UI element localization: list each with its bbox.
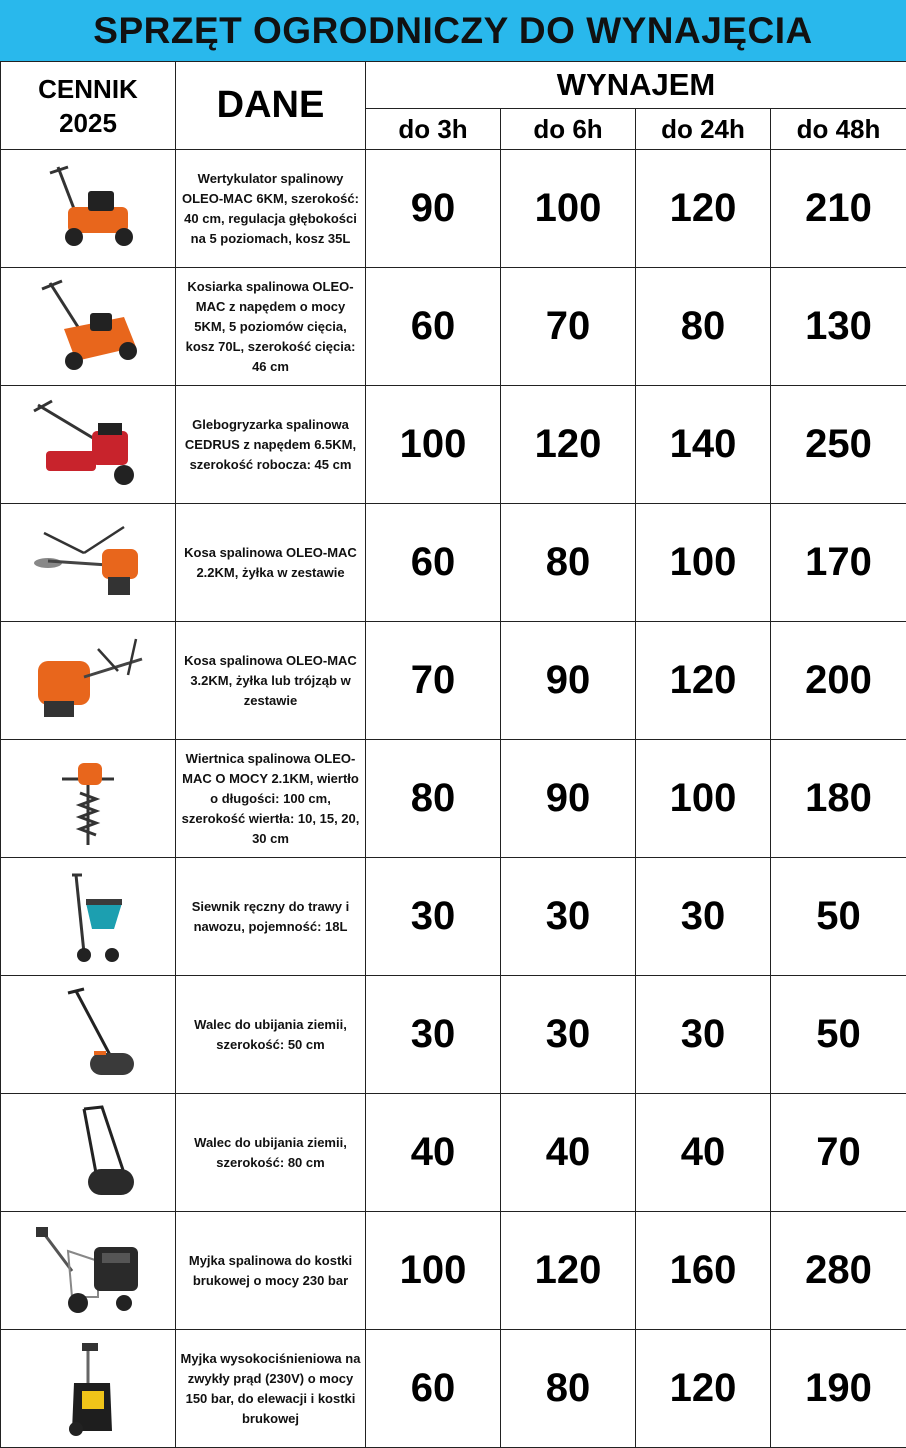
brush-cutter-large-icon <box>28 631 148 731</box>
price-6h: 80 <box>501 504 636 622</box>
lawn-roller-large-icon <box>28 1103 148 1203</box>
product-description: Walec do ubijania ziemii, szerokość: 80 cm <box>176 1094 366 1212</box>
price-6h: 40 <box>501 1094 636 1212</box>
wynajem-header: WYNAJEM <box>366 62 906 109</box>
lawn-mower-icon <box>28 277 148 377</box>
price-24h: 100 <box>636 740 771 858</box>
product-description: Glebogryzarka spalinowa CEDRUS z napędem 6.5KM, szerokość robocza: 45 cm <box>176 386 366 504</box>
product-description: Myjka wysokociśnieniowa na zwykły prąd (230V) o mocy 150 bar, do elewacji i kostki brukowej <box>176 1330 366 1448</box>
price-48h: 280 <box>771 1212 906 1330</box>
price-24h: 120 <box>636 1330 771 1448</box>
product-image-cell <box>1 740 176 858</box>
price-24h: 40 <box>636 1094 771 1212</box>
table-row <box>1 268 906 386</box>
cennik-year: 2025 <box>1 106 175 140</box>
product-description: Wertykulator spalinowy OLEO-MAC 6KM, szerokość: 40 cm, regulacja głębokości na 5 poziomach, kosz 35L <box>176 150 366 268</box>
table-row <box>1 386 906 504</box>
product-image-cell <box>1 504 176 622</box>
electric-pressure-washer-icon <box>28 1339 148 1439</box>
brush-cutter-icon <box>28 513 148 613</box>
price-48h: 180 <box>771 740 906 858</box>
product-image-cell <box>1 150 176 268</box>
table-row <box>1 150 906 268</box>
table-row <box>1 1330 906 1448</box>
product-image-cell <box>1 858 176 976</box>
price-3h: 60 <box>366 1330 501 1448</box>
price-6h: 30 <box>501 858 636 976</box>
product-description: Walec do ubijania ziemii, szerokość: 50 cm <box>176 976 366 1094</box>
price-48h: 70 <box>771 1094 906 1212</box>
price-6h: 70 <box>501 268 636 386</box>
price-3h: 60 <box>366 504 501 622</box>
product-description: Wiertnica spalinowa OLEO-MAC O MOCY 2.1KM, wiertło o długości: 100 cm, szerokość wiertła: 10, 15, 20, 30 cm <box>176 740 366 858</box>
price-6h: 90 <box>501 622 636 740</box>
table-row <box>1 1094 906 1212</box>
price-24h: 100 <box>636 504 771 622</box>
price-3h: 90 <box>366 150 501 268</box>
table-row <box>1 1212 906 1330</box>
price-table <box>0 61 906 1448</box>
price-24h: 120 <box>636 622 771 740</box>
table-row <box>1 504 906 622</box>
price-48h: 130 <box>771 268 906 386</box>
price-3h: 60 <box>366 268 501 386</box>
price-48h: 50 <box>771 976 906 1094</box>
table-row <box>1 858 906 976</box>
price-6h: 120 <box>501 1212 636 1330</box>
price-3h: 70 <box>366 622 501 740</box>
product-image-cell <box>1 976 176 1094</box>
petrol-pressure-washer-icon <box>28 1221 148 1321</box>
price-24h: 160 <box>636 1212 771 1330</box>
page-title: SPRZĘT OGRODNICZY DO WYNAJĘCIA <box>0 0 906 61</box>
cennik-label: CENNIK <box>1 72 175 106</box>
price-48h: 250 <box>771 386 906 504</box>
period-3h: do 3h <box>366 109 501 150</box>
price-3h: 100 <box>366 1212 501 1330</box>
price-6h: 90 <box>501 740 636 858</box>
product-description: Kosa spalinowa OLEO-MAC 2.2KM, żyłka w zestawie <box>176 504 366 622</box>
product-description: Siewnik ręczny do trawy i nawozu, pojemność: 18L <box>176 858 366 976</box>
price-6h: 80 <box>501 1330 636 1448</box>
scarifier-icon <box>28 159 148 259</box>
price-24h: 140 <box>636 386 771 504</box>
period-6h: do 6h <box>501 109 636 150</box>
product-description: Kosiarka spalinowa OLEO-MAC z napędem o mocy 5KM, 5 poziomów cięcia, kosz 70L, szerokość cięcia: 46 cm <box>176 268 366 386</box>
price-48h: 50 <box>771 858 906 976</box>
product-image-cell <box>1 622 176 740</box>
price-3h: 30 <box>366 858 501 976</box>
header-row-1 <box>1 62 906 109</box>
tiller-icon <box>28 395 148 495</box>
price-6h: 100 <box>501 150 636 268</box>
price-6h: 120 <box>501 386 636 504</box>
price-6h: 30 <box>501 976 636 1094</box>
price-3h: 100 <box>366 386 501 504</box>
table-row <box>1 976 906 1094</box>
price-48h: 210 <box>771 150 906 268</box>
price-24h: 120 <box>636 150 771 268</box>
product-image-cell <box>1 1094 176 1212</box>
dane-header: DANE <box>176 62 366 150</box>
product-image-cell <box>1 386 176 504</box>
cennik-header <box>1 62 176 150</box>
price-48h: 200 <box>771 622 906 740</box>
period-24h: do 24h <box>636 109 771 150</box>
lawn-roller-small-icon <box>28 985 148 1085</box>
price-3h: 80 <box>366 740 501 858</box>
price-3h: 40 <box>366 1094 501 1212</box>
price-3h: 30 <box>366 976 501 1094</box>
price-24h: 30 <box>636 858 771 976</box>
product-image-cell <box>1 1330 176 1448</box>
price-24h: 80 <box>636 268 771 386</box>
price-48h: 170 <box>771 504 906 622</box>
price-24h: 30 <box>636 976 771 1094</box>
product-image-cell <box>1 268 176 386</box>
table-row <box>1 740 906 858</box>
table-row <box>1 622 906 740</box>
seed-spreader-icon <box>28 867 148 967</box>
product-description: Kosa spalinowa OLEO-MAC 3.2KM, żyłka lub trójząb w zestawie <box>176 622 366 740</box>
period-48h: do 48h <box>771 109 906 150</box>
price-48h: 190 <box>771 1330 906 1448</box>
product-image-cell <box>1 1212 176 1330</box>
product-description: Myjka spalinowa do kostki brukowej o mocy 230 bar <box>176 1212 366 1330</box>
earth-auger-icon <box>28 749 148 849</box>
